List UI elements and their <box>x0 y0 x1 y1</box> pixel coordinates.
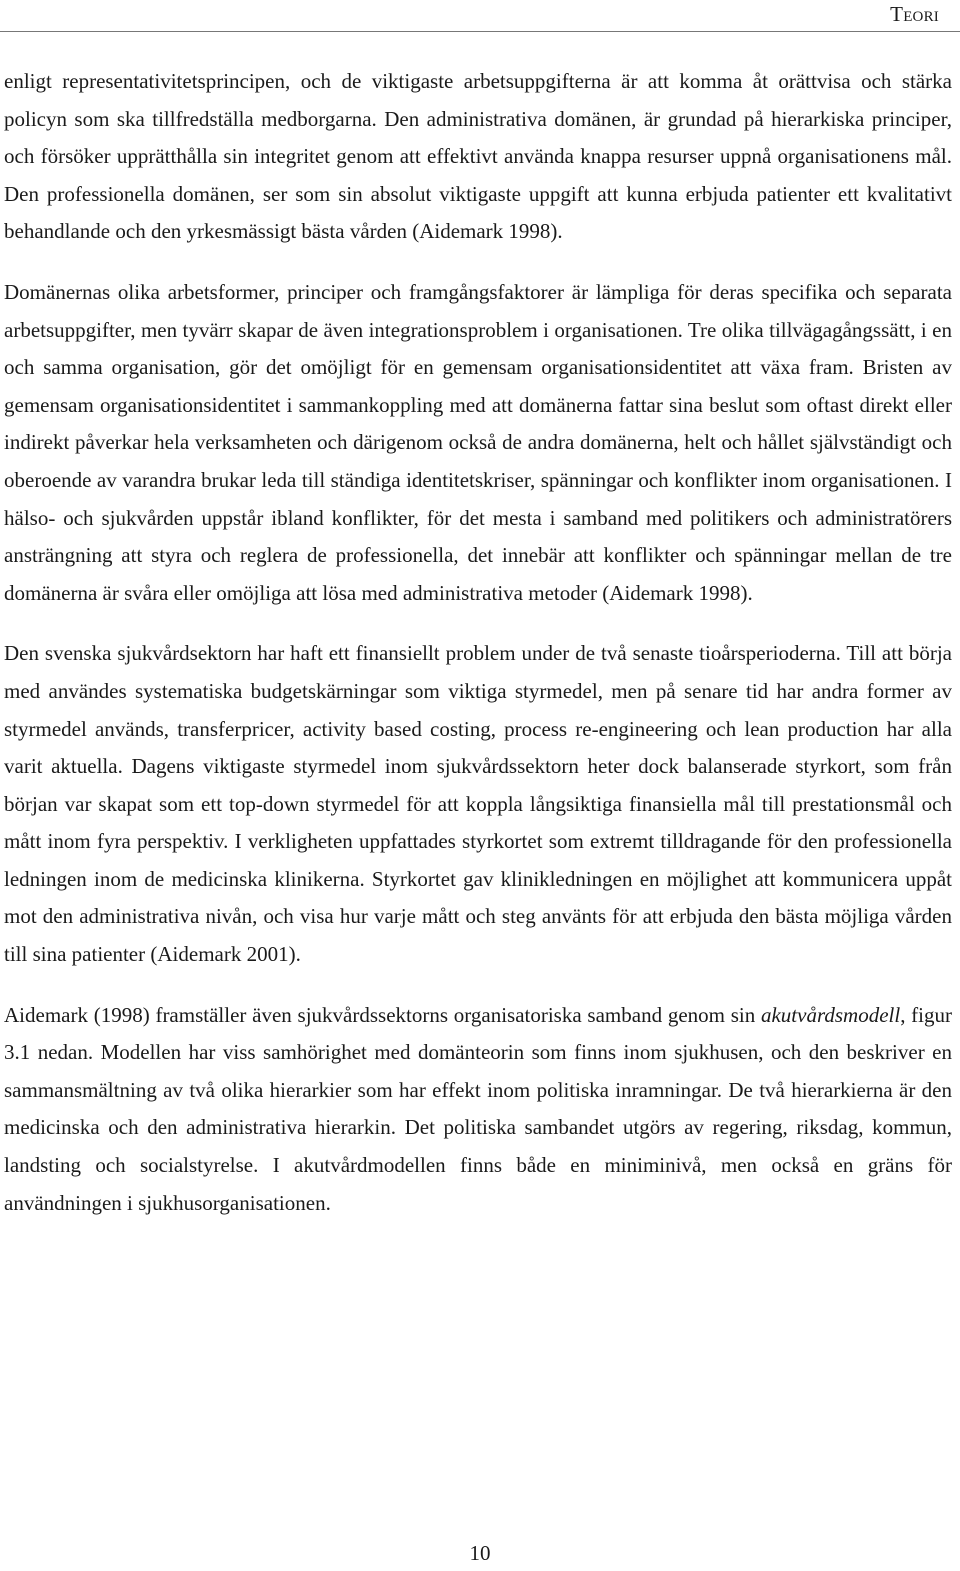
page-number: 10 <box>469 1541 491 1565</box>
paragraph-4 <box>4 997 952 1223</box>
running-header-title: Teori <box>890 2 939 26</box>
page-header <box>0 0 960 32</box>
paragraph-3: Den svenska sjukvårdsektorn har haft ett finansiellt problem under de två senaste tioårsperioderna. Till att börja med användes systematiska budgetskärningar som viktiga styrmedel, men på senare tid har andra former av styrmedel används, transferpricer, activity based costing, process re-engineering och lean production har alla varit aktuella. Dagens viktigaste styrmedel inom sjukvårdssektorn heter dock balanserade styrkort, som från början var skapat som ett top-down styrmedel för att koppla långsiktiga finansiella mål till prestationsmål och mått inom fyra perspektiv. I verkligheten uppfattades styrkortet som extremt tilldragande för den professionella ledningen inom de medicinska klinikerna. Styrkortet gav klinikledningen en möjlighet att kommunicera uppåt mot den administrativa nivån, och visa hur varje mått och steg använts för att erbjuda den bästa möjliga vården till sina patienter (Aidemark 2001). <box>4 641 952 967</box>
paragraph-4-part-1: Aidemark (1998) framställer även sjukvårdssektorns organisatoriska samband genom sin <box>4 1002 761 1027</box>
model-name-italic: akutvårdsmodell <box>760 1002 901 1027</box>
paragraph-1: enligt representativitetsprincipen, och de viktigaste arbetsuppgifterna är att komma åt orättvisa och stärka policyn som ska tillfredställa medborgarna. Den administrativa domänen, är grundad på hierarkiska principer, och försöker upprätthålla sin integritet genom att effektivt använda knappa resurser uppnå organisationens mål. Den professionella domänen, ser som sin absolut viktigaste uppgift att kunna erbjuda patienter ett kvalitativt behandlande och den yrkesmässigt bästa vården (Aidemark 1998). <box>4 69 952 244</box>
body-text <box>4 63 952 1222</box>
paragraph-4-part-2: , figur 3.1 nedan. Modellen har viss samhörighet med domänteorin som finns inom sjukhusen, och den beskriver en sammansmältning av två olika hierarkier som har effekt inom politiska inramningar. De två hierarkierna är den medicinska och den administrativa hierarkin. Det politiska sambandet utgörs av regering, riksdag, kommun, landsting och socialstyrelse. I akutvårdmodellen finns både en miniminivå, men också en gräns för användningen i sjukhusorganisationen. <box>4 1002 953 1215</box>
paragraph-2: Domänernas olika arbetsformer, principer och framgångsfaktorer är lämpliga för deras specifika och separata arbetsuppgifter, men tyvärr skapar de även integrationsproblem i organisationen. Tre olika tillvägagångssätt, i en och samma organisation, gör det omöjligt för en gemensam organisationsidentitet att växa fram. Bristen av gemensam organisationsidentitet i sammankoppling med att domänerna fattar sina beslut som oftast direkt eller indirekt påverkar hela verksamheten och därigenom också de andra domänerna, helt och hållet självständigt och oberoende av varandra brukar leda till ständiga identitetskriser, spänningar och konflikter inom organisationen. I hälso- och sjukvården uppstår ibland konflikter, för det mesta i samband med politikers och administratörers ansträngning att styra och reglera de professionella, det innebär att konflikter och spänningar mellan de tre domänerna är svåra eller omöjliga att lösa med administrativa metoder (Aidemark 1998). <box>4 279 952 605</box>
